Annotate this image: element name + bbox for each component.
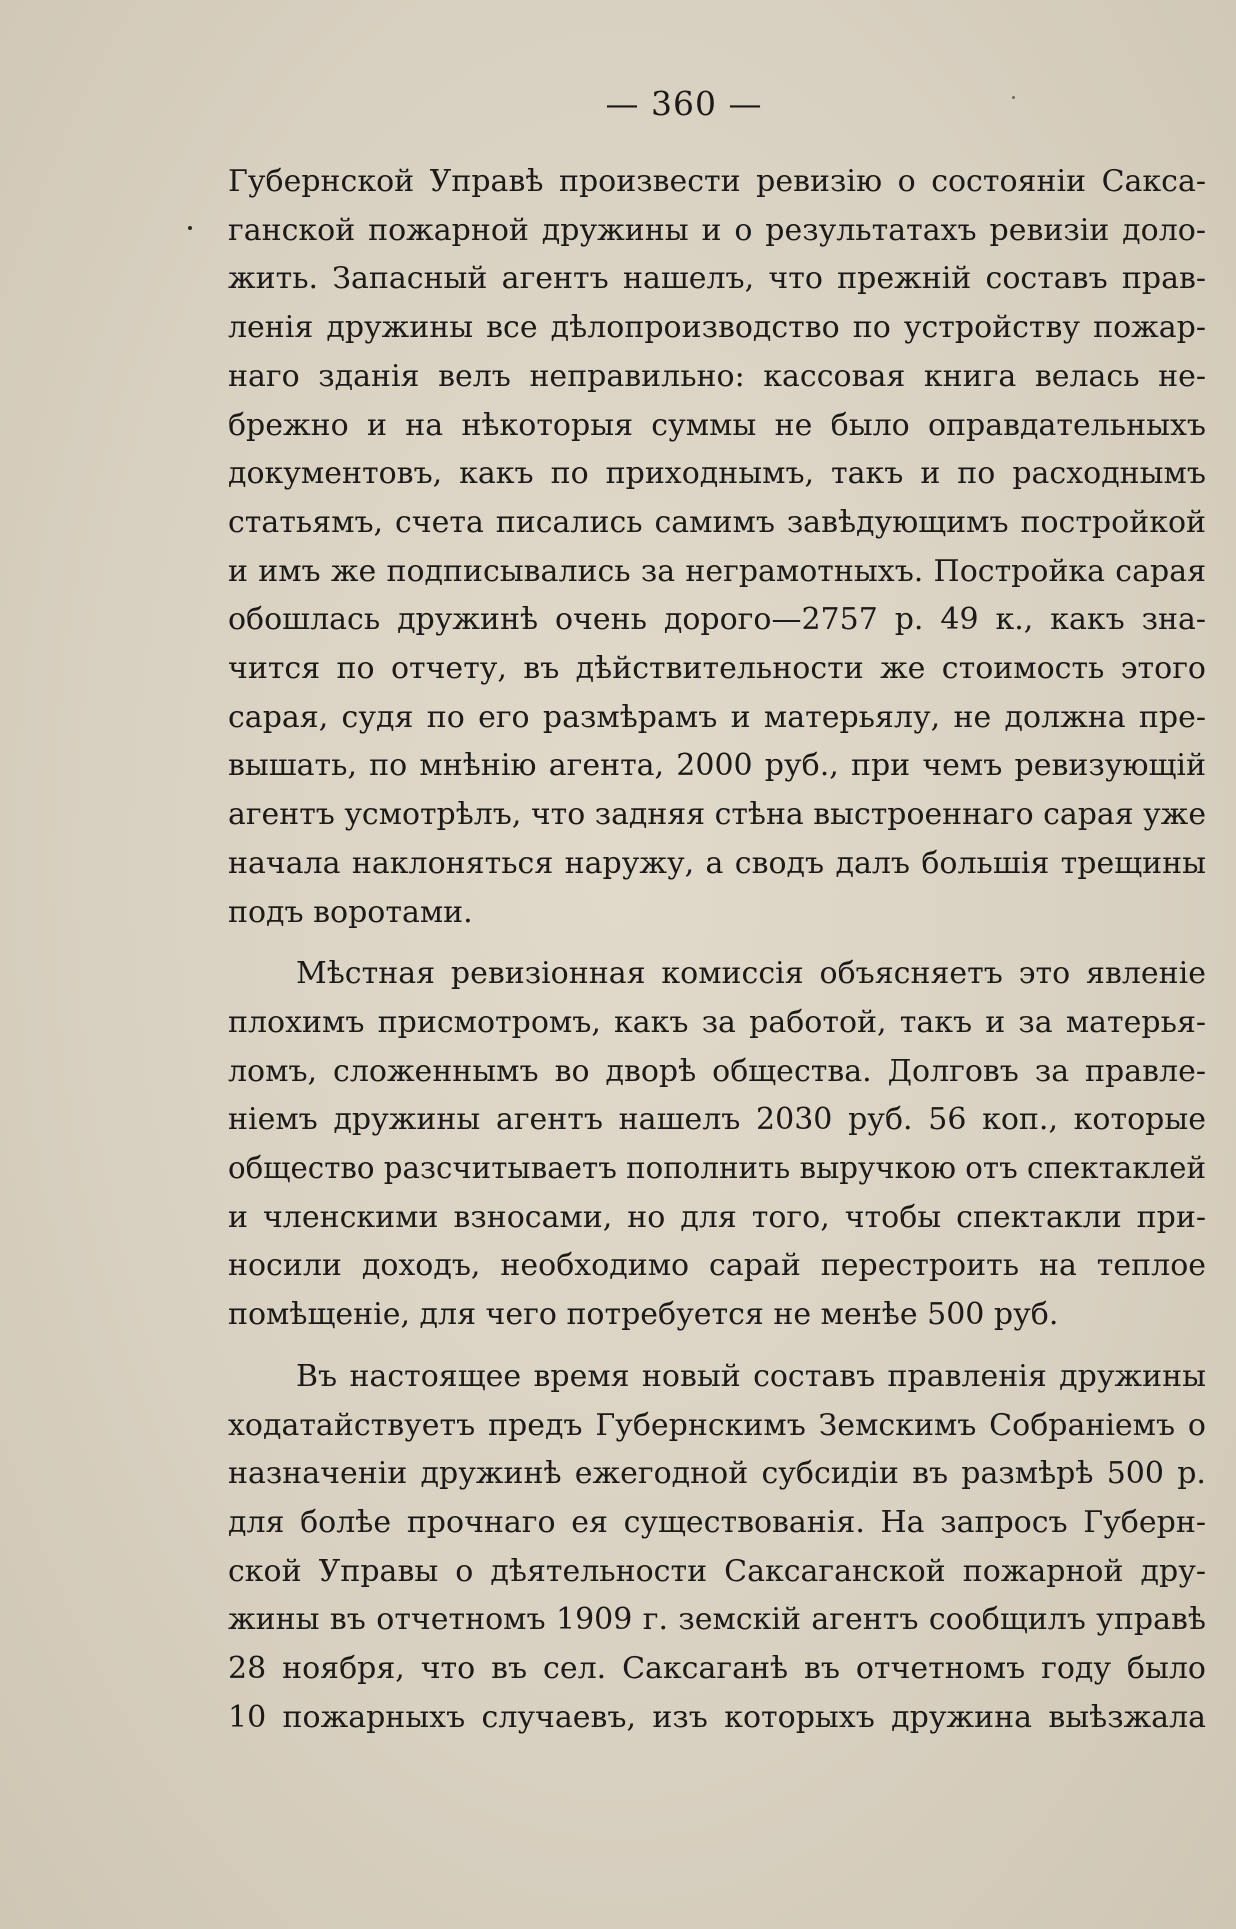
text-line: ской Управы о дѣятельности Саксаганской пожарной дру- (228, 1553, 1207, 1589)
text-line: общество разсчитываетъ пополнить выручкою отъ спектаклей (228, 1151, 1206, 1187)
paragraph-2 (228, 950, 1206, 1340)
text-line: наго зданія велъ неправильно: кассовая книга велась не- (228, 358, 1207, 394)
text-line: назначеніи дружинѣ ежегодной субсидіи въ размѣрѣ 500 р. (228, 1456, 1206, 1492)
print-speck (1012, 96, 1015, 99)
text-line: ніемъ дружины агентъ нашелъ 2030 руб. 56 коп., которые (228, 1102, 1206, 1138)
text-line: ходатайствуетъ предъ Губернскимъ Земскимъ Собраніемъ о (228, 1407, 1206, 1443)
body-text (228, 158, 1206, 1743)
text-line: плохимъ присмотромъ, какъ за работой, такъ и за матерья- (228, 1004, 1207, 1040)
text-line: агентъ усмотрѣлъ, что задняя стѣна выстроеннаго сарая уже (228, 797, 1207, 833)
text-line: чится по отчету, въ дѣйствительности же стоимость этого (228, 651, 1206, 687)
text-line: ганской пожарной дружины и о результатахъ ревизіи доло- (228, 212, 1206, 248)
text-line: 10 пожарныхъ случаевъ, изъ которыхъ дружина выѣзжала (228, 1699, 1206, 1735)
text-line: жить. Запасный агентъ нашелъ, что прежній составъ прав- (228, 261, 1207, 297)
text-line: обошлась дружинѣ очень дорого—2757 р. 49 к., какъ зна- (228, 602, 1206, 638)
text-line: и имъ же подписывались за неграмотныхъ. Постройка сарая (228, 553, 1207, 589)
text-line: начала наклоняться наружу, а сводъ далъ большія трещины (228, 845, 1206, 881)
text-line: брежно и на нѣкоторыя суммы не было оправдательныхъ (228, 407, 1207, 443)
text-line: ленія дружины все дѣлопроизводство по устройству пожар- (228, 310, 1206, 346)
text-line: статьямъ, счета писались самимъ завѣдующимъ постройкой (228, 504, 1207, 540)
page-number: — 360 — (605, 84, 763, 123)
text-line: и членскими взносами, но для того, чтобы спектакли при- (228, 1199, 1207, 1235)
paragraph-1 (228, 158, 1206, 937)
text-line: помѣщеніе, для чего потребуется не менѣе 500 руб. (228, 1297, 1059, 1333)
text-line: вышать, по мнѣнію агента, 2000 руб., при чемъ ревизующій (228, 748, 1206, 784)
text-line: подъ воротами. (228, 894, 473, 930)
text-line: Мѣстная ревизіонная комиссія объясняетъ это явленіе (296, 956, 1206, 992)
text-line: ломъ, сложеннымъ во дворѣ общества. Долговъ за правле- (228, 1053, 1206, 1089)
text-line: носили доходъ, необходимо сарай перестроить на теплое (228, 1248, 1207, 1284)
print-speck (188, 226, 192, 230)
text-line: Губернской Управѣ произвести ревизію о состояніи Сакса- (228, 164, 1206, 199)
text-line: Въ настоящее время новый составъ правленія дружины (296, 1358, 1206, 1394)
text-line: для болѣе прочнаго ея существованія. На запросъ Губерн- (228, 1504, 1206, 1540)
text-line: сарая, судя по его размѣрамъ и матерьялу, не должна пре- (228, 699, 1207, 735)
text-line: жины въ отчетномъ 1909 г. земскій агентъ сообщилъ управѣ (228, 1602, 1206, 1638)
text-line: документовъ, какъ по приходнымъ, такъ и по расходнымъ (228, 456, 1206, 492)
paragraph-3 (228, 1353, 1206, 1743)
text-line: 28 ноября, что въ сел. Саксаганѣ въ отчетномъ году было (228, 1651, 1206, 1687)
